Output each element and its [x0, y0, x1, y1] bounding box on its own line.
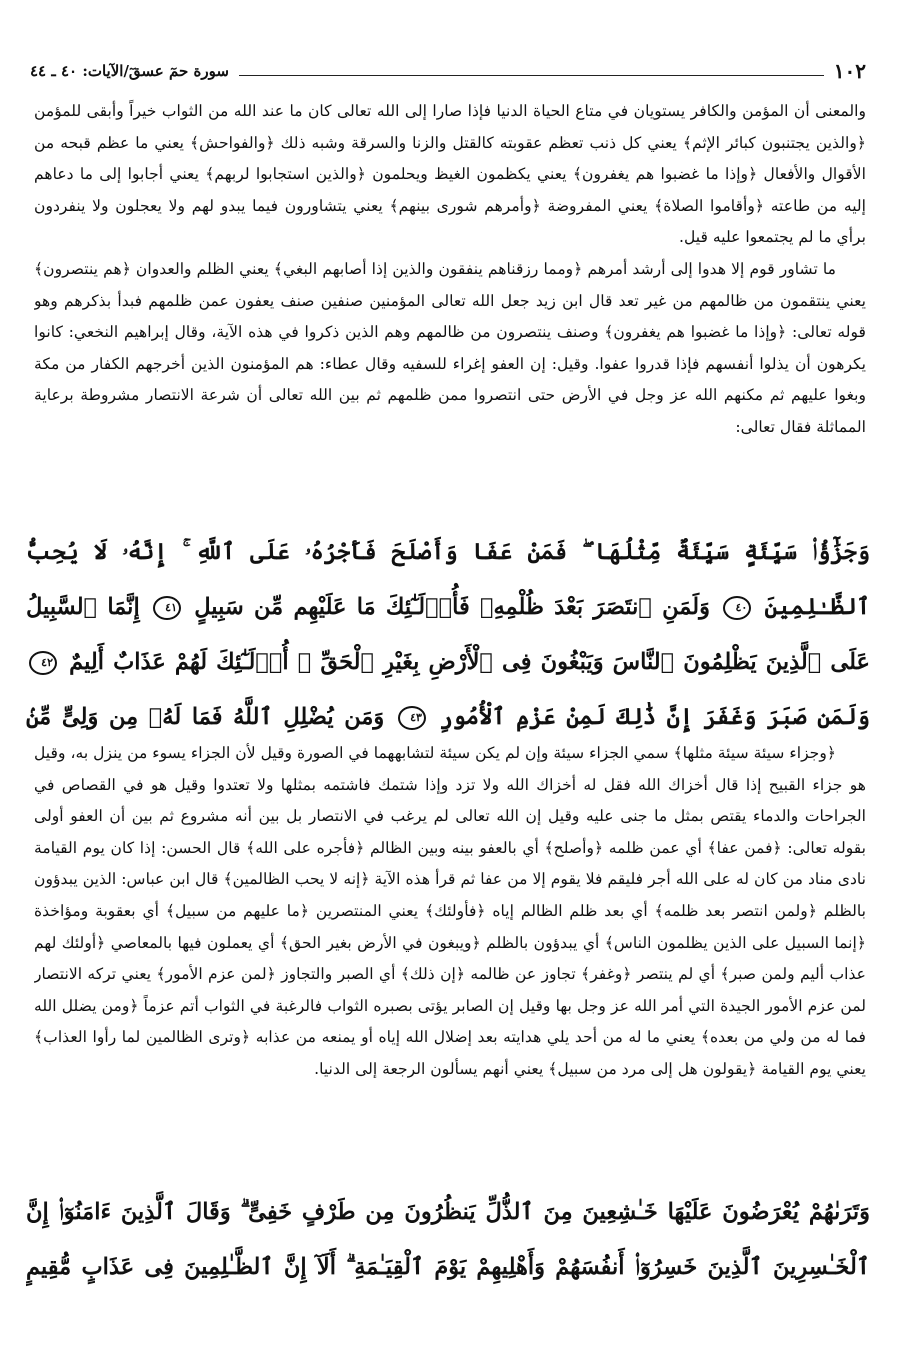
commentary-paragraph: ما تشاور قوم إلا هدوا إلى أرشد أمرهم ﴿ومما رزقناهم ينفقون والذين إذا أصابهم البغي﴾ يعني الظلم والعدوان ﴿هم ينتصرون﴾ يعني ينتقمون من ظالمهم من غير تعد قال ابن زيد جعل الله تعالى المؤمنين صنفين صنف يعفون عمن ظلمهم فبدأ بذكرهم وهو قوله تعالى: ﴿وإذا ما غضبوا هم يغفرون﴾ وصنف ينتصرون من ظالمهم وهم الذين ذكروا في هذه الآية، وقال إبراهيم النخعي: كانوا يكرهون أن يذلوا أنفسهم فإذا قدروا عفوا. وقيل: إن العفو إغراء للسفيه وقال عطاء: هم المؤمنون الذين أخرجهم الكفار من مكة وبغوا عليهم ثم مكنهم الله عز وجل في الأرض حتى انتصروا ممن ظلمهم ثم بين الله تعالى أن شرعة الانتصار مشروطة برعاية المماثلة فقال تعالى: — [34, 259, 866, 436]
commentary-section-1 — [34, 96, 866, 496]
verse-text: وَلَمَن صَبَرَ وَغَفَرَ إِنَّ ذَٰلِكَ لَمِنْ عَزْمِ ٱلْأُمُورِ — [439, 704, 870, 730]
page-header — [30, 56, 866, 86]
commentary-section-2 — [34, 738, 866, 1178]
page-number: ١٠٢ — [833, 59, 866, 83]
header-rule — [239, 75, 824, 76]
commentary-paragraph: والمعنى أن المؤمن والكافر يستويان في متاع الحياة الدنيا فإذا صارا إلى الله تعالى كان ما عند الله من الثواب خيراً وأبقى للمؤمن ﴿والذين يجتنبون كبائر الإثم﴾ يعني كل ذنب تعظم عقوبته كالقتل والزنا والسرقة وشبه ذلك ﴿والفواحش﴾ يعني ما عظم قبحه من الأقوال والأفعال ﴿وإذا ما غضبوا هم يغفرون﴾ يعني يكظمون الغيظ ويحلمون ﴿والذين استجابوا لربهم﴾ يعني أجابوا إلى ما دعاهم إليه من طاعته ﴿وأقاموا الصلاة﴾ يعني المفروضة ﴿وأمرهم شورى بينهم﴾ يعني يتشاورون فيما يبدو لهم ولا يعجلون ولا ينفردون برأي ما لم يجتمعوا عليه قيل. — [34, 102, 866, 247]
verse-text: وَجَزَٰٓؤُا۟ سَيِّئَةٍ سَيِّئَةٌ مِّثْلُهَا ۖ فَمَنْ عَفَا وَأَصْلَحَ فَأَجْرُهُۥ عَلَى ٱللَّهِ ۚ إِنَّهُۥ لَا يُحِبُّ ٱلظَّـٰلِمِينَ — [26, 539, 870, 620]
verse-text: وَلَمَنِ ٱنتَصَرَ بَعْدَ ظُلْمِهِۦ فَأُو۟لَـٰٓئِكَ مَا عَلَيْهِم مِّن سَبِيلٍ — [194, 594, 710, 620]
quran-verses-block — [26, 525, 870, 747]
commentary-paragraph: ﴿وجزاء سيئة سيئة مثلها﴾ سمي الجزاء سيئة وإن لم يكن سيئة لتشابههما في الصورة وقيل لأن الجزاء يسوء من ينزل به، وقيل هو جزاء القبيح إذا قال أخزاك الله فقل له أخزاك الله ولا تزد وإذا شتمك فاشتمه بمثلها ولا تعتدوا وقيل هو في القصاص في الجراحات والدماء يقتص بمثل ما جنى عليه وقيل إن الله تعالى لم يرغب في الانتصار بل بين أنه مشروع ثم بين أن العفو أولى بقوله تعالى: ﴿فمن عفا﴾ أي عمن ظلمه ﴿وأصلح﴾ أي بالعفو بينه وبين الظالم ﴿فأجره على الله﴾ قال الحسن: إذا كان يوم القيامة نادى مناد من كان له على الله أجر فليقم فلا يقوم إلا من عفا ثم قرأ هذه الآية ﴿إنه لا يحب الظالمين﴾ قال ابن عباس: الذين يبدؤون بالظلم ﴿ولمن انتصر بعد ظلمه﴾ أي بعد ظلم الظالم إياه ﴿فأولئك﴾ يعني المنتصرين ﴿ما عليهم من سبيل﴾ أي بعقوبة ومؤاخذة ﴿إنما السبيل على الذين يظلمون الناس﴾ أي يبدؤون بالظلم ﴿ويبغون في الأرض بغير الحق﴾ أي يعملون فيها بالمعاصي ﴿أولئك لهم عذاب أليم ولمن صبر﴾ أي لم ينتصر ﴿وغفر﴾ تجاوز عن ظالمه ﴿إن ذلك﴾ أي الصبر والتجاوز ﴿لمن عزم الأمور﴾ يعني تركه الانتصار لمن عزم الأمور الجيدة التي أمر الله عز وجل بها وقيل إن الصابر يؤتى بصبره الثواب فالرغبة في الثواب أتم عزماً ﴿ومن يضلل الله فما له من ولي من بعده﴾ يعني ما له من أحد يلي هدايته بعد إضلال الله إياه أو يمنعه من عذابه ﴿وترى الظالمين لما رأوا العذاب﴾ يعني يوم القيامة ﴿يقولون هل إلى مرد من سبيل﴾ يعني أنهم يسألون الرجعة إلى الدنيا. — [34, 744, 866, 1078]
verse-text: إِنَّمَا ٱلسَّبِيلُ عَلَى ٱلَّذِينَ يَظْلِمُونَ ٱلنَّاسَ وَيَبْغُونَ فِى ٱلْأَرْضِ بِغَيْرِ ٱلْحَقِّ ۚ أُو۟لَـٰٓئِكَ لَهُمْ عَذَابٌ أَلِيمٌ — [26, 594, 870, 675]
verse-text: وَتَرَىٰهُمْ يُعْرَضُونَ عَلَيْهَا خَـٰشِعِينَ مِنَ ٱلذُّلِّ يَنظُرُونَ مِن طَرْفٍ خَفِىٍّ ۗ وَقَالَ ٱلَّذِينَ ءَامَنُوٓا۟ إِنَّ ٱلْخَـٰسِرِينَ ٱلَّذِينَ خَسِرُوٓا۟ أَنفُسَهُمْ وَأَهْلِيهِمْ يَوْمَ ٱلْقِيَـٰمَةِ ۗ أَلَآ إِنَّ ٱلظَّـٰلِمِينَ فِى عَذَابٍ مُّقِيمٍ — [26, 1199, 870, 1280]
verse-number-marker: ٤٢ — [29, 651, 57, 675]
quran-verses-block-2 — [26, 1185, 870, 1297]
surah-title: سورة حمٓ عسقٓ/الآيات: ٤٠ ـ ٤٤ — [30, 62, 229, 80]
verse-number-marker: ٤٠ — [723, 596, 751, 620]
verse-text: وَمَن يُضْلِلِ ٱللَّهُ فَمَا لَهُۥ مِن وَلِىٍّ مِّنۢ — [26, 704, 385, 730]
verse-number-marker: ٤٣ — [398, 706, 426, 730]
verse-number-marker: ٤١ — [153, 596, 181, 620]
